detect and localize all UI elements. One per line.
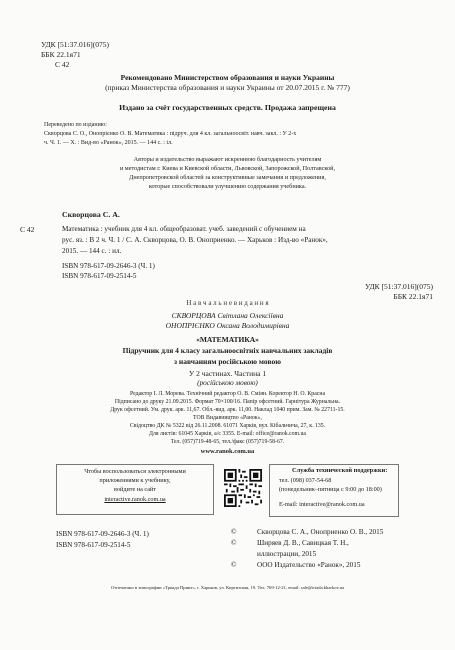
author-ukr: СКВОРЦОВА Світлана Олексіївна bbox=[171, 311, 284, 320]
print-details: Друк офсетний. Ум. друк. арк. 11,67. Обл.-вид. арк. 11,00. Наклад 1040 прим. Зам. № 22711-15. bbox=[110, 407, 345, 413]
catalog-code: С 42 bbox=[20, 225, 35, 234]
copyright-authors: Скворцова С. А., Оноприенко О. В., 2015 bbox=[257, 528, 384, 536]
catalog-description: рус. яз. : В 2 ч. Ч. 1 / С. А. Скворцова, О. В. Оноприенко. — Харьков : Изд-во «Ранок», bbox=[62, 236, 328, 244]
catalog-isbn: ISBN 978-617-09-2646-3 (Ч. 1) bbox=[62, 262, 155, 270]
tech-support-hours: (понедельник–пятница с 9:00 до 18:00) bbox=[279, 486, 382, 493]
publisher-address: Для листів: 61045 Харків, а/с 3355. E-mail: office@ranok.com.ua bbox=[149, 431, 306, 437]
tech-support-email[interactable]: E-mail: interactive@ranok.com.ua bbox=[279, 501, 365, 508]
thanks-line: Авторы и издательство выражают искреннюю благодарность учителям bbox=[133, 156, 322, 163]
copyright-illustrators: Ширяев Д. В., Савицкая Т. Н., bbox=[257, 539, 349, 547]
editors-line: Редактор І. Л. Морева. Технічний редактор О. В. Сміян. Коректор Н. О. Красна bbox=[129, 391, 326, 397]
state-funds-notice: Издано за счёт государственных средств. Продажа запрещена bbox=[119, 103, 336, 112]
thanks-line: которые способствовали улучшению содержания учебника. bbox=[148, 183, 307, 190]
publisher-certificate: Свідоцтво ДК № 5322 від 26.11.2008. 61071 Харків, вул. Кібальчича, 27, к. 135. bbox=[129, 423, 326, 429]
book-subtitle: Підручник для 4 класу загальноосвітніх навчальних закладів bbox=[122, 346, 333, 355]
copyright-symbol: © bbox=[231, 561, 237, 569]
book-parts: У 2 частинах. Частина 1 bbox=[188, 369, 267, 378]
copyright-symbol: © bbox=[231, 528, 237, 536]
catalog-description: 2015. — 144 с. : ил. bbox=[62, 247, 122, 255]
udk-code: УДК [51:37.016](075) bbox=[41, 40, 109, 49]
book-language: (російською мовою) bbox=[197, 379, 258, 387]
electronic-apps-text: войдите на сайт bbox=[114, 486, 156, 493]
thanks-line: Днепропетровской областей за конструктивные замечания и предложения, bbox=[129, 174, 326, 181]
copyright-illustrators: иллюстрации, 2015 bbox=[257, 550, 317, 558]
catalog-isbn: ISBN 978-617-09-2514-5 bbox=[62, 272, 137, 280]
book-subtitle: з навчанням російською мовою bbox=[174, 357, 281, 366]
interactive-site-link[interactable]: interactive.ranok.com.ua bbox=[104, 496, 166, 503]
copyright-symbol: © bbox=[231, 539, 237, 547]
electronic-apps-text: Чтобы воспользоваться электронными bbox=[84, 468, 186, 475]
translation-label: Переведено по изданию: bbox=[44, 122, 107, 128]
qr-code-icon bbox=[224, 469, 262, 507]
book-title: «МАТЕМАТИКА» bbox=[196, 335, 259, 344]
translation-source-line: Скворцова С. О., Онопрієнко О. В. Математика : підруч. для 4 кл. загальноосвіт. навч. закл. : У 2-х bbox=[44, 131, 297, 137]
catalog-udk: УДК [51:37.016](075) bbox=[365, 282, 433, 291]
catalog-author: Скворцова С. А. bbox=[62, 210, 120, 219]
catalog-bbk: ББК 22.1я71 bbox=[393, 292, 433, 301]
publisher-phones: Тел. (057)719-48-65, тел./факс (057)719-58-67. bbox=[170, 439, 285, 445]
isbn-part: ISBN 978-617-09-2646-3 (Ч. 1) bbox=[56, 530, 149, 538]
author-ukr: ОНОПРІЄНКО Оксана Володимирівна bbox=[165, 321, 290, 330]
electronic-apps-text: приложениями к учебнику, bbox=[99, 477, 171, 484]
author-code: С 42 bbox=[55, 60, 70, 69]
catalog-description: Математика : учебник для 4 кл. общеобразоват. учеб. заведений с обучением на bbox=[62, 225, 306, 233]
bbk-code: ББК 22.1я71 bbox=[41, 50, 81, 59]
publisher-site: www.ranok.com.ua bbox=[200, 448, 255, 455]
publisher-name: ТОВ Видавництво «Ранок», bbox=[193, 415, 262, 421]
tech-support-phone: тел. (098) 037-54-68 bbox=[279, 477, 332, 484]
copyright-publisher: ООО Издательство «Ранок», 2015 bbox=[257, 561, 361, 569]
print-details: Підписано до друку 21.09.2015. Формат 70×100/16. Папір офсетний. Гарнітура Журнальна. bbox=[114, 399, 341, 405]
recommendation-line: Рекомендовано Министерством образования и науки Украины bbox=[120, 73, 335, 82]
isbn-set: ISBN 978-617-09-2514-5 bbox=[56, 541, 131, 549]
recommendation-order: (приказ Министерства образования и науки Украины от 20.07.2015 г. № 777) bbox=[105, 83, 350, 92]
tech-support-title: Служба технической поддержки: bbox=[292, 467, 388, 474]
thanks-line: и методистам г. Киева и Киевской области, Львовской, Запорожской, Полтавской, bbox=[119, 165, 336, 172]
printing-house-footer: Отпечатано в типографии «Триада Принт», г. Харьков, ул. Киргизская, 19. Тел. 769-12-21, email: sale@triada.kharkov.ua bbox=[110, 585, 345, 590]
edition-type: Н а в ч а л ь н е в и д а н н я bbox=[186, 299, 269, 307]
translation-source-line: ч. Ч. 1. — Х. : Вид-во «Ранок», 2015. — 144 с. : іл. bbox=[44, 140, 173, 146]
